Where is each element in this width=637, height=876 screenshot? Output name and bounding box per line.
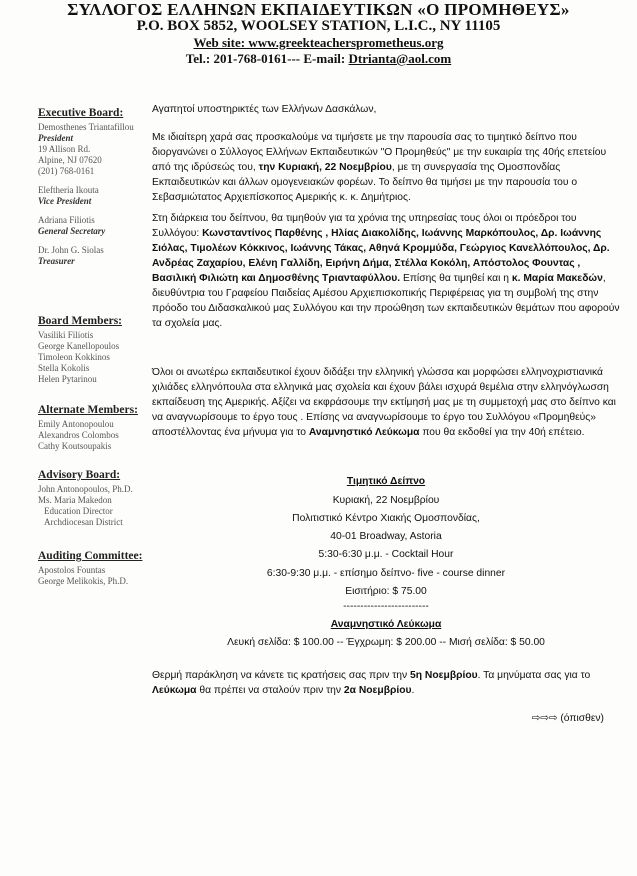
paragraph-honorees (152, 211, 620, 331)
board-members-line: George Kanellopoulos (38, 341, 120, 351)
auditing-committee-line: Apostolos Fountas (38, 565, 106, 575)
executive-board-line: Adriana Filiotis (38, 215, 95, 225)
album-prices: Λευκή σελίδα: $ 100.00 -- Έγχρωμη: $ 200.00 -- Μισή σελίδα: $ 50.00 (227, 637, 545, 648)
p3-text: Όλοι οι ανωτέρω εκπαιδευτικοί έχουν διδάξει την ελληνική γλώσσα και μορφώσει ελληνοχριστιανικά χιλιάδες ελληνόπουλα στα ελληνικά μας σχολεία και έχουν βάλει ισχυρά θεμέλια στην ελληνόγλωσση εκπαίδευση της Αμερικής. Αξίζει να εκφράσουμε την εκτίμησή μας με τη συμμετοχή μας στο δείπνο και να αναγνωρίσουμε το έργο τους . Επίσης να αναγνωρίσουμε το έργο του Συλλόγου «Προμηθεύς» αποστέλλοντας ένα μήνυμα για το (152, 367, 616, 438)
org-contact (0, 51, 637, 67)
closing-deadline-2: 2α Νοεμβρίου (343, 685, 412, 696)
advisory-board-line: John Antonopoulos, Ph.D. (38, 484, 133, 494)
board-members-line: Stella Kokolis (38, 363, 90, 373)
closing-deadline-1: 5η Νοεμβρίου (410, 670, 478, 681)
dinner-price: Εισιτήριο: $ 75.00 (345, 586, 427, 597)
executive-board-line: Vice President (38, 196, 92, 206)
p2-text-end: , διευθύντρια του Γραφείου Παιδείας Αμέσου Αρχιεπισκοπικής Περιφέρειας για τη συμβολή της στην πρόοδο του Διδασκαλικού μας Συλλόγου και την προώθηση των εκπαιδευτικών θεμάτων που αφορούν τα σχολεία μας. (152, 273, 620, 329)
alternate-members-line: Alexandros Colombos (38, 430, 119, 440)
album-title: Αναμνηστικό Λεύκωμα (330, 619, 442, 630)
board-members-line: Vasiliki Filiotis (38, 330, 94, 340)
executive-board-line: Treasurer (38, 256, 75, 266)
advisory-board-line: Ms. Maria Makedon (38, 495, 112, 505)
p1-text-end: , με τη συνεργασία της Ομοσπονδίας Εκπαιδευτικών και άλλων ομογενειακών φορέων. Το δείπνο θα τιμήσει με την παρουσία του ο Σεβασμιώτατος Αρχιεπίσκοπος Αμερικής κ. κ. Δημήτριος. (152, 162, 578, 203)
executive-board-title: Executive Board: (38, 107, 124, 119)
org-phone: Tel.: 201-768-0161--- E-mail: (185, 51, 349, 66)
greeting: Αγαπητοί υποστηρικτές των Ελλήνων Δασκάλων, (152, 104, 377, 115)
p2-presidents: Κωνσταντίνος Παρθένης , Ηλίας Διακολίδης, Ιωάννης Μαρκόπουλος, Δρ. Ιωάννης Σιόλας, Τιμολέων Κόκκινος, Ιωάννης Τάκας, Αθηνά Κρομμύδα, Γεώργιος Κανελλόπουλος, Δρ. Ανδρέας Ζαχαρίου, Ελένη Γαλλίδη, Ειρήνη Δήμα, Στέλλα Κοκόλη, Απόστολος Φουντας , Βασιλική Φιλιώτη και Δημοσθένης Τριανταφύλλου. (152, 228, 610, 284)
p2-text: Στη διάρκεια του δείπνου, θα τιμηθούν για τα χρόνια της υπηρεσίας τους όλοι οι πρόεδροι του Συλλόγου: (152, 213, 577, 239)
p2-honoree: κ. Μαρία Μακεδών (511, 273, 603, 284)
dinner-formal: 6:30-9:30 μ.μ. - επίσημο δείπνο- five - course dinner (266, 568, 506, 579)
advisory-board-line: Archdiocesan District (44, 517, 123, 527)
alternate-members-line: Emily Antonopoulou (38, 419, 114, 429)
org-email[interactable]: Dtrianta@aol.com (348, 51, 452, 66)
auditing-committee-line: George Melikokis, Ph.D. (38, 576, 129, 586)
executive-board-line: General Secretary (38, 226, 106, 236)
org-address: P.O. BOX 5852, WOOLSEY STATION, L.I.C., NY 11105 (136, 18, 501, 34)
executive-board-line: Demosthenes Triantafillou (38, 122, 134, 132)
board-members-line: Helen Pytarinou (38, 374, 97, 384)
advisory-board-line: Education Director (44, 506, 113, 516)
dinner-title: Τιμητικό Δείπνο (346, 476, 426, 487)
p3-album: Αναμνηστικό Λεύκωμα (308, 427, 420, 438)
p1-date: την Κυριακή, 22 Νοεμβρίου (258, 162, 392, 173)
org-name: ΣΥΛΛΟΓΟΣ ΕΛΛΗΝΩΝ ΕΚΠΑΙΔΕΥΤΙΚΩΝ «Ο ΠΡΟΜΗΘΕΥΣ» (67, 0, 570, 19)
dinner-address: 40-01 Broadway, Astoria (330, 531, 442, 542)
letterhead (0, 0, 637, 67)
org-website[interactable]: Web site: www.greekteachersprometheus.org (193, 35, 444, 50)
p2-text-mid: Επίσης θα τιμηθεί και η (400, 273, 512, 284)
board-members-line: Timoleon Kokkinos (38, 352, 110, 362)
executive-board-line: Alpine, NJ 07620 (38, 155, 102, 165)
executive-board-line: (201) 768-0161 (38, 166, 95, 176)
paragraph-recognition (152, 365, 620, 440)
executive-board-line: 19 Allison Rd. (38, 144, 91, 154)
auditing-committee-title: Auditing Committee: (38, 550, 143, 562)
paragraph-invitation (152, 130, 620, 205)
separator: ------------------------- (343, 601, 429, 612)
page-turn-note: ⇨⇨⇨ (όπισθεν) (531, 713, 604, 724)
p3-text-end: που θα εκδοθεί για την 40ή επέτειο. (419, 427, 585, 438)
closing-text: Θερμή παράκληση να κάνετε τις κρατήσεις σας πριν την (152, 670, 411, 681)
advisory-board-title: Advisory Board: (38, 469, 121, 481)
p1-text: Με ιδιαίτερη χαρά σας προσκαλούμε να τιμήσετε με την παρουσία σας το τιμητικό δείπνο που διοργανώνει ο Σύλλογος Ελλήνων Εκπαιδευτικών "Ο Προμηθεύς" με την ευκαιρία της 40ής επετείου από της ιδρύσεώς του, (152, 132, 607, 173)
paragraph-closing (152, 668, 620, 698)
closing-text-3: θα πρέπει να σταλούν πριν την (196, 685, 344, 696)
alternate-members-line: Cathy Koutsoupakis (38, 441, 112, 451)
executive-board-line: Eleftheria Ikouta (38, 185, 99, 195)
closing-period: . (411, 685, 415, 696)
board-members-title: Board Members: (38, 315, 122, 327)
executive-board-line: President (38, 133, 73, 143)
dinner-date: Κυριακή, 22 Νοεμβρίου (332, 495, 440, 506)
alternate-members-title: Alternate Members: (38, 404, 138, 416)
dinner-venue: Πολιτιστικό Κέντρο Χιακής Ομοσπονδίας, (292, 513, 480, 524)
closing-text-2: . Τα μηνύματα σας για το (477, 670, 591, 681)
executive-board-line: Dr. John G. Siolas (38, 245, 104, 255)
closing-album: Λεύκωμα (152, 685, 197, 696)
dinner-cocktail: 5:30-6:30 μ.μ. - Cocktail Hour (318, 549, 454, 560)
